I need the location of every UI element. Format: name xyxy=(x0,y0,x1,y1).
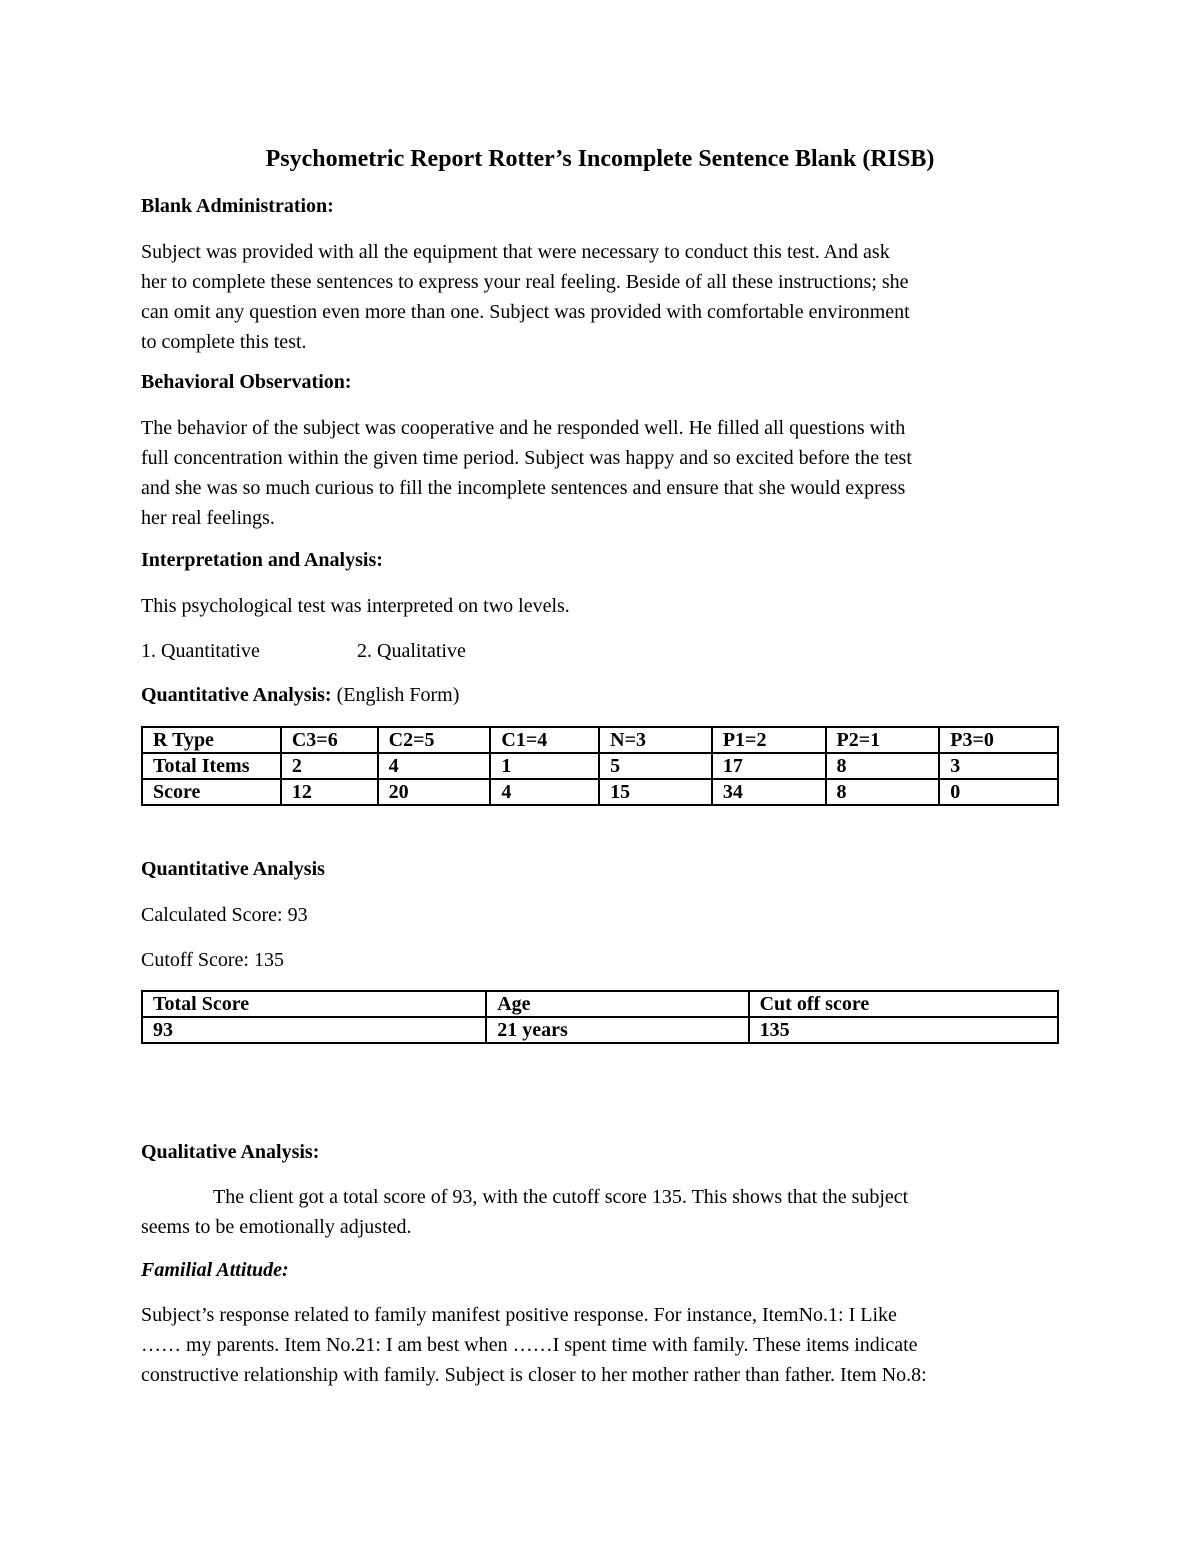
table-cell: Age xyxy=(486,991,748,1017)
paragraph-line: The behavior of the subject was cooperative and he responded well. He filled all questions with xyxy=(141,417,906,439)
table-cell: Cut off score xyxy=(749,991,1058,1017)
table-cell: 3 xyxy=(939,753,1058,779)
quantitative-form-suffix: (English Form) xyxy=(331,684,460,706)
table-cell: R Type xyxy=(142,727,281,753)
table-row xyxy=(142,1017,1058,1043)
table-cell: Total Items xyxy=(142,753,281,779)
score-table xyxy=(141,990,1059,1044)
level-quantitative: 1. Quantitative xyxy=(141,640,260,662)
interpretation-heading: Interpretation and Analysis: xyxy=(141,549,383,571)
paragraph-line: The client got a total score of 93, with the cutoff score 135. This shows that the subject xyxy=(213,1186,909,1208)
paragraph-line: …… my parents. Item No.21: I am best when ……I spent time with family. These items indicate xyxy=(141,1334,918,1356)
familial-attitude-heading: Familial Attitude: xyxy=(141,1259,289,1281)
table-cell: P3=0 xyxy=(939,727,1058,753)
table-cell: 8 xyxy=(826,779,940,805)
cutoff-score: Cutoff Score: 135 xyxy=(141,949,284,971)
table-cell: C1=4 xyxy=(490,727,599,753)
table-cell: 15 xyxy=(599,779,712,805)
table-cell: 0 xyxy=(939,779,1058,805)
table-cell: P1=2 xyxy=(712,727,826,753)
table-cell: 93 xyxy=(142,1017,486,1043)
blank-administration-heading: Blank Administration: xyxy=(141,195,334,217)
level-qualitative: 2. Qualitative xyxy=(357,640,466,662)
paragraph-line: Subject was provided with all the equipment that were necessary to conduct this test. And ask xyxy=(141,241,890,263)
report-title: Psychometric Report Rotter’s Incomplete Sentence Blank (RISB) xyxy=(265,146,935,172)
paragraph-line: constructive relationship with family. Subject is closer to her mother rather than father. Item No.8: xyxy=(141,1364,927,1386)
table-cell: 21 years xyxy=(486,1017,748,1043)
familial-attitude-paragraph xyxy=(141,1300,1059,1390)
table-row xyxy=(142,727,1058,753)
table-cell: 8 xyxy=(826,753,940,779)
interpretation-text: This psychological test was interpreted on two levels. xyxy=(141,595,570,617)
quantitative-form-label xyxy=(141,680,1059,710)
paragraph-line: her to complete these sentences to express your real feeling. Beside of all these instructions; she xyxy=(141,271,909,293)
table-cell: 1 xyxy=(490,753,599,779)
paragraph-line: seems to be emotionally adjusted. xyxy=(141,1216,412,1238)
table-cell: 17 xyxy=(712,753,826,779)
calculated-score: Calculated Score: 93 xyxy=(141,904,308,926)
table-cell: N=3 xyxy=(599,727,712,753)
table-cell: 2 xyxy=(281,753,378,779)
qualitative-heading: Qualitative Analysis: xyxy=(141,1141,320,1163)
table-row xyxy=(142,779,1058,805)
table-cell: Total Score xyxy=(142,991,486,1017)
table-cell: 12 xyxy=(281,779,378,805)
paragraph-line: Subject’s response related to family manifest positive response. For instance, ItemNo.1: I Like xyxy=(141,1304,897,1326)
table-cell: 5 xyxy=(599,753,712,779)
paragraph-line: full concentration within the given time period. Subject was happy and so excited before the test xyxy=(141,447,912,469)
table-cell: C2=5 xyxy=(378,727,491,753)
table-row xyxy=(142,991,1058,1017)
paragraph-line: can omit any question even more than one. Subject was provided with comfortable environment xyxy=(141,301,910,323)
rtype-table xyxy=(141,726,1059,806)
paragraph-line: to complete this test. xyxy=(141,331,307,353)
quantitative-form-heading: Quantitative Analysis: xyxy=(141,684,332,706)
blank-administration-paragraph xyxy=(141,237,1059,357)
table-cell: 4 xyxy=(490,779,599,805)
qualitative-paragraph xyxy=(141,1182,1059,1242)
quantitative-summary-heading: Quantitative Analysis xyxy=(141,858,325,880)
paragraph-line: her real feelings. xyxy=(141,507,275,529)
table-cell: 34 xyxy=(712,779,826,805)
table-cell: C3=6 xyxy=(281,727,378,753)
interpretation-levels xyxy=(141,636,1059,666)
table-cell: 20 xyxy=(378,779,491,805)
behavioral-observation-heading: Behavioral Observation: xyxy=(141,371,352,393)
table-row xyxy=(142,753,1058,779)
table-cell: P2=1 xyxy=(826,727,940,753)
paragraph-line: and she was so much curious to fill the incomplete sentences and ensure that she would express xyxy=(141,477,906,499)
behavioral-observation-paragraph xyxy=(141,413,1059,533)
table-cell: Score xyxy=(142,779,281,805)
table-cell: 135 xyxy=(749,1017,1058,1043)
table-cell: 4 xyxy=(378,753,491,779)
